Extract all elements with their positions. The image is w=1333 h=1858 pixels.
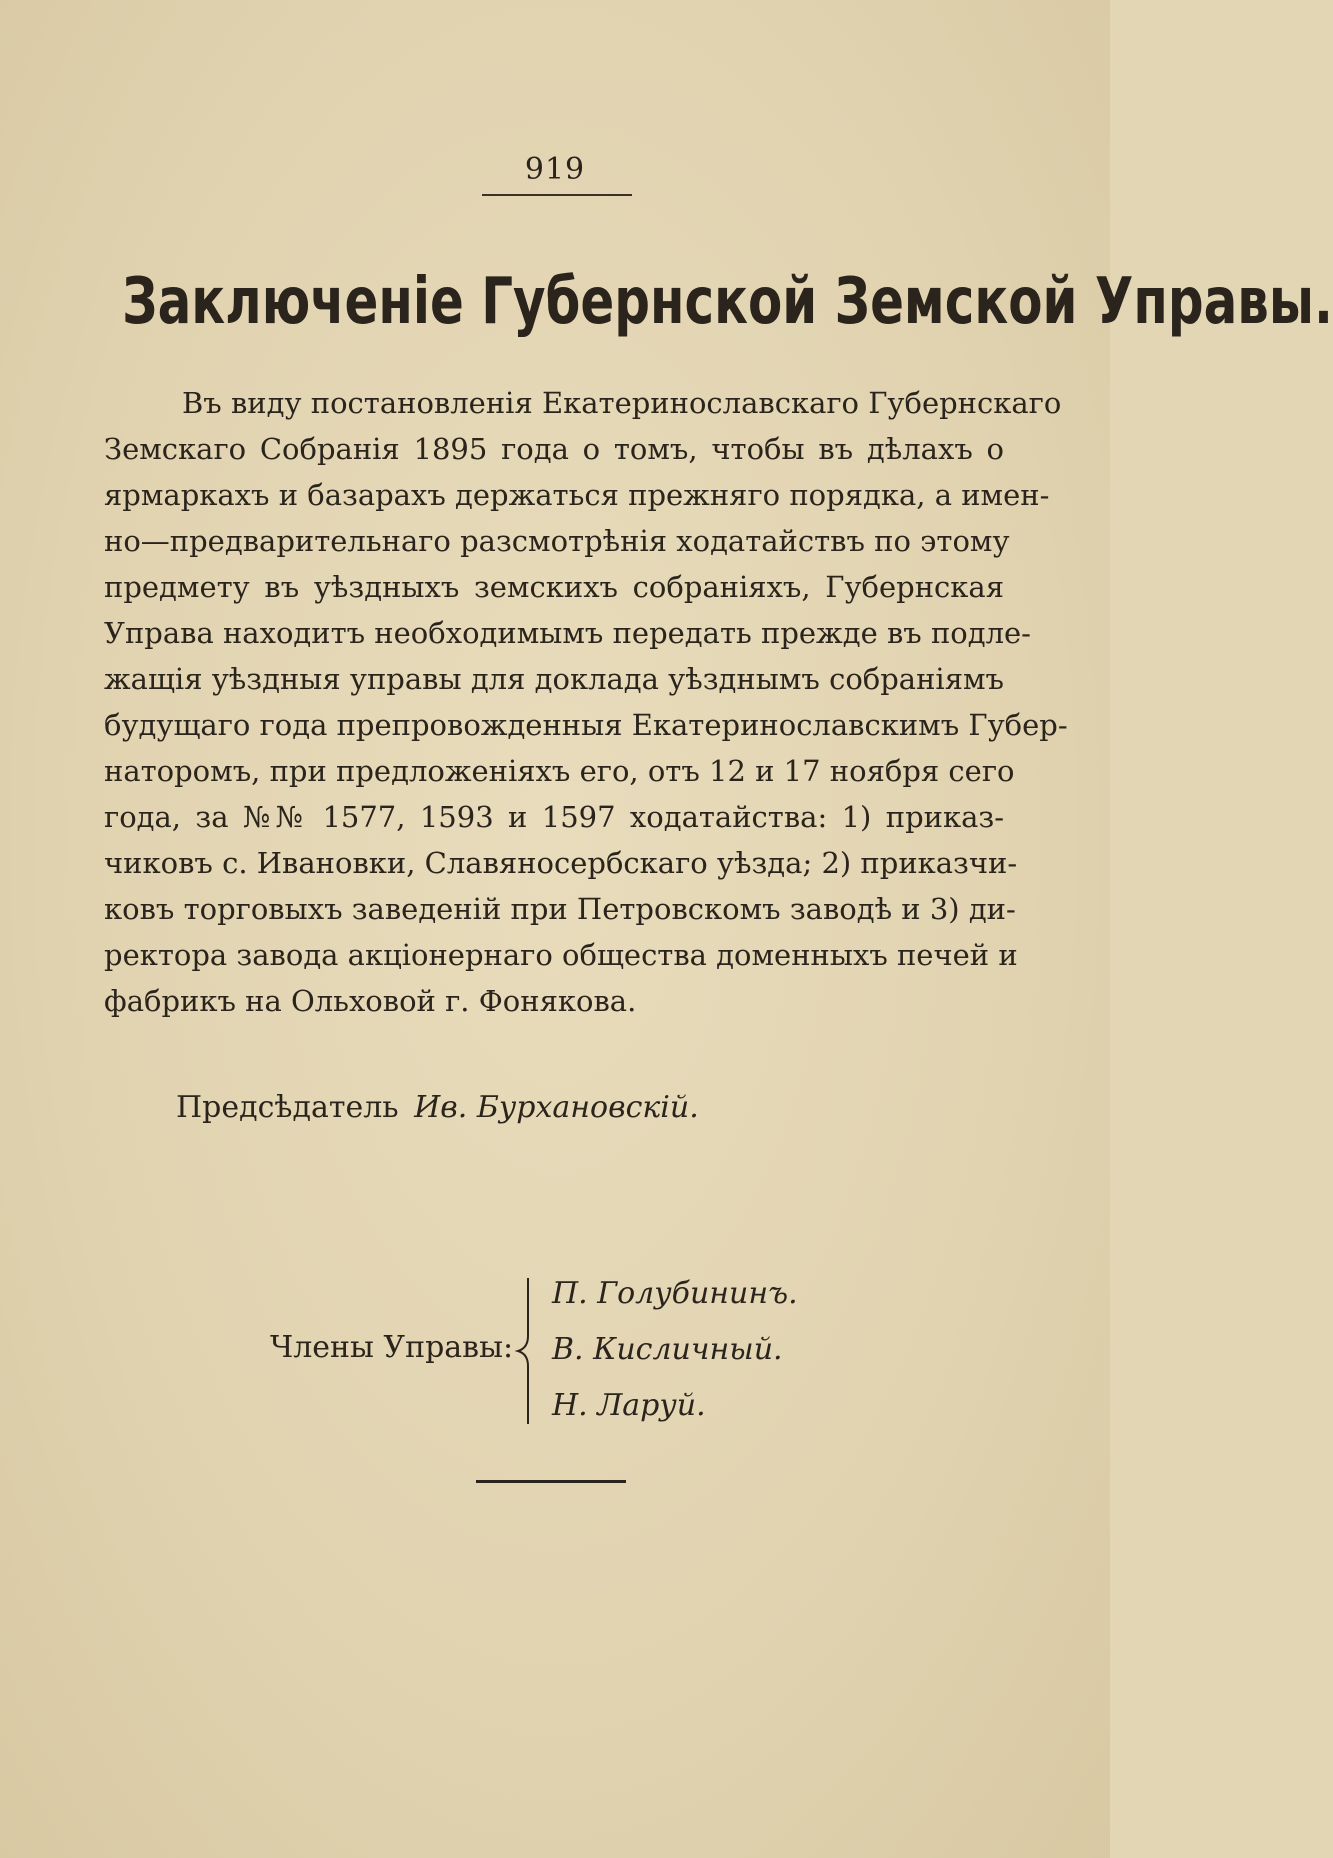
paragraph-line: наторомъ, при предложеніяхъ его, отъ 12 и 17 ноября сего [104,754,1015,788]
paragraph-line: предмету въ уѣздныхъ земскихъ собраніяхъ, Губернская [104,570,1004,604]
paragraph-line: Въ виду постановленія Екатеринославскаго Губернскаго [182,386,1062,420]
page-number-rule [482,194,632,196]
member-name: Н. Ларуй. [552,1388,706,1423]
body-paragraph [104,380,1068,1024]
document-title: Заключеніе Губернской Земской Управы. [122,265,1333,339]
paragraph-line: ректора завода акціонернаго общества доменныхъ печей и [104,938,1018,972]
page-number: 919 [524,152,586,187]
end-rule [476,1480,626,1483]
chairman-label: Предсѣдатель [176,1090,399,1125]
member-name: П. Голубининъ. [552,1276,798,1311]
paragraph-line: фабрикъ на Ольховой г. Фонякова. [104,984,637,1018]
paragraph-line: ярмаркахъ и базарахъ держаться прежняго порядка, а имен- [104,478,1050,512]
paragraph-line: Управа находитъ необходимымъ передать прежде въ подле- [104,616,1031,650]
paragraph-line: будущаго года препровожденныя Екатеринославскимъ Губер- [104,708,1068,742]
paragraph-line: чиковъ с. Ивановки, Славяносербскаго уѣзда; 2) приказчи- [104,846,1018,880]
paragraph-line: ковъ торговыхъ заведеній при Петровскомъ заводѣ и 3) ди- [104,892,1016,926]
paragraph-line: жащія уѣздныя управы для доклада уѣзднымъ собраніямъ [104,662,1004,696]
paragraph-line: но—предварительнаго разсмотрѣнія ходатайствъ по этому [104,524,1010,558]
paragraph-line: года, за №№ 1577, 1593 и 1597 ходатайства: 1) приказ- [104,800,1004,834]
paragraph-line: Земскаго Собранія 1895 года о томъ, чтобы въ дѣлахъ о [104,432,1004,466]
chairman-signature: Ив. Бурхановскій. [414,1090,699,1125]
chairman-signature-line [176,1090,699,1125]
members-label: Члены Управы: [270,1330,514,1365]
member-name: В. Кисличный. [552,1332,783,1367]
members-brace [506,1276,536,1426]
